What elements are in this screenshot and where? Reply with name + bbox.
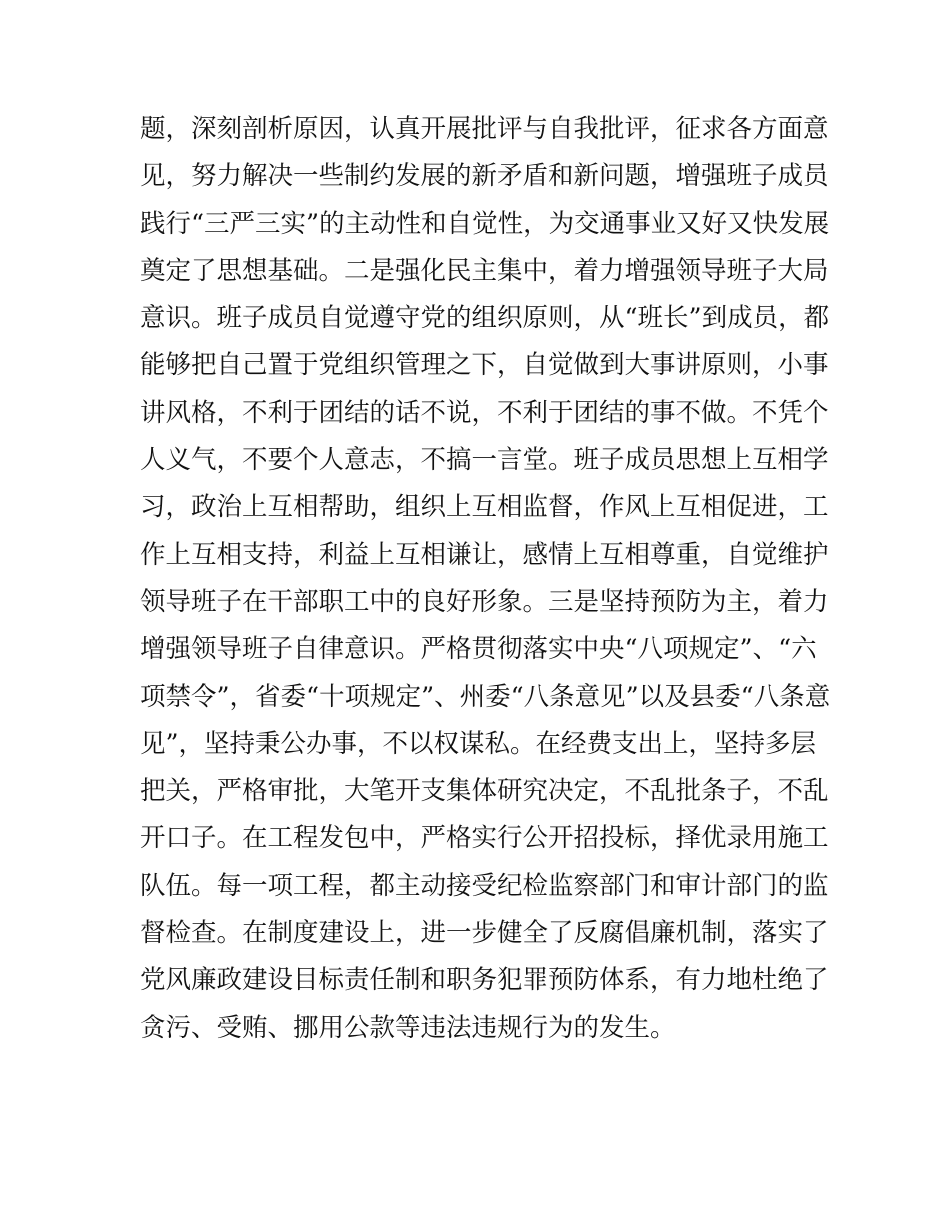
- text-line: 题，深刻剖析原因，认真开展批评与自我批评，征求各方面意: [140, 114, 829, 144]
- text-line: 讲风格，不利于团结的话不说，不利于团结的事不做。不凭个: [140, 397, 829, 428]
- text-line: 增强领导班子自律意识。严格贯彻落实中央“八项规定”、“六: [140, 634, 817, 665]
- text-line: 领导班子在干部职工中的良好形象。三是坚持预防为主，着力: [140, 586, 829, 617]
- text-line: 习，政治上互相帮助，组织上互相监督，作风上互相促进，工: [140, 492, 829, 523]
- text-line: 见”，坚持秉公办事，不以权谋私。在经费支出上，坚持多层: [140, 728, 817, 759]
- text-line: 作上互相支持，利益上互相谦让，感情上互相尊重，自觉维护: [140, 539, 829, 570]
- text-line: 人义气，不要个人意志，不搞一言堂。班子成员思想上互相学: [140, 445, 829, 476]
- text-line: 能够把自己置于党组织管理之下，自觉做到大事讲原则，小事: [140, 350, 829, 381]
- text-line: 开口子。在工程发包中，严格实行公开招投标，择优录用施工: [140, 823, 829, 854]
- text-line: 奠定了思想基础。二是强化民主集中，着力增强领导班子大局: [140, 255, 829, 286]
- text-line: 督检查。在制度建设上，进一步健全了反腐倡廉机制，落实了: [140, 918, 829, 949]
- text-line: 践行“三严三实”的主动性和自觉性，为交通事业又好又快发展: [140, 208, 830, 239]
- body-paragraph: [140, 106, 831, 1052]
- text-line: 见，努力解决一些制约发展的新矛盾和新问题，增强班子成员: [140, 161, 829, 192]
- text-line: 把关，严格审批，大笔开支集体研究决定，不乱批条子，不乱: [140, 776, 829, 807]
- text-line: 党风廉政建设目标责任制和职务犯罪预防体系，有力地杜绝了: [140, 965, 829, 996]
- text-line: 队伍。每一项工程，都主动接受纪检监察部门和审计部门的监: [140, 870, 829, 901]
- text-line: 项禁令”，省委“十项规定”、州委“八条意见”以及县委“八条意: [140, 681, 831, 712]
- text-line: 意识。班子成员自觉遵守党的组织原则，从“班长”到成员，都: [140, 303, 830, 334]
- text-line: 贪污、受贿、挪用公款等违法违规行为的发生。: [140, 1012, 676, 1043]
